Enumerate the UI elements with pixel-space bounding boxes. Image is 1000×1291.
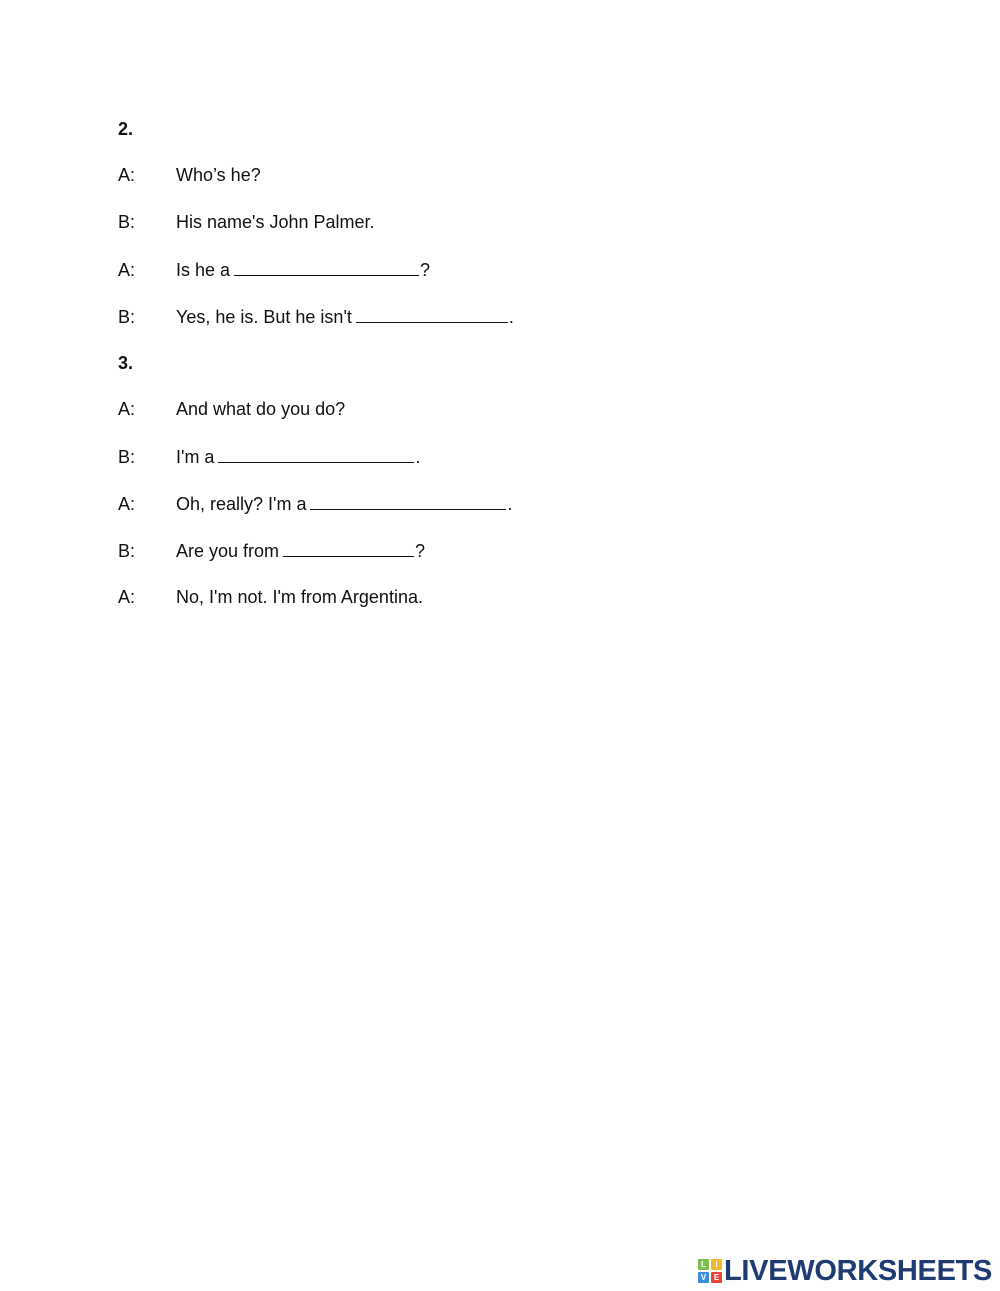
utterance-end: . <box>508 307 514 327</box>
speaker-label: A: <box>118 587 136 607</box>
utterance-text: Is he a <box>176 260 231 280</box>
logo-tile-v: V <box>698 1272 709 1283</box>
dialogue-line <box>118 211 375 233</box>
dialogue-line <box>118 305 514 328</box>
liveworksheets-logo <box>698 1257 992 1285</box>
logo-tile-l: L <box>698 1259 709 1270</box>
speaker-label: B: <box>118 541 136 561</box>
logo-tiles-icon <box>698 1259 722 1283</box>
utterance-end: . <box>507 494 513 514</box>
dialogue-line <box>118 539 425 562</box>
dialogue-line <box>118 164 261 186</box>
answer-blank-occupation[interactable] <box>234 258 419 276</box>
answer-blank-b-occupation[interactable] <box>218 445 414 463</box>
speaker-label: B: <box>118 447 136 467</box>
utterance-end: . <box>415 447 421 467</box>
dialogue-line <box>118 445 420 468</box>
utterance-text: Are you from <box>176 541 280 561</box>
utterance-text: Who’s he? <box>176 165 261 185</box>
speaker-label: A: <box>118 494 136 514</box>
dialogue-line <box>118 398 345 420</box>
speaker-label: A: <box>118 165 136 185</box>
logo-tile-i: I <box>711 1259 722 1270</box>
dialogue-line <box>118 258 430 281</box>
utterance-text: I'm a <box>176 447 215 467</box>
logo-tile-e: E <box>711 1272 722 1283</box>
dialogue-line <box>118 492 513 515</box>
section-number-3: 3. <box>118 353 134 373</box>
utterance-text: No, I'm not. I'm from Argentina. <box>176 587 423 607</box>
utterance-text: Oh, really? I'm a <box>176 494 307 514</box>
utterance-text: Yes, he is. But he isn't <box>176 307 352 327</box>
utterance-text: And what do you do? <box>176 399 346 419</box>
speaker-label: B: <box>118 307 136 327</box>
speaker-label: A: <box>118 260 136 280</box>
utterance-end: ? <box>420 260 431 280</box>
answer-blank-country[interactable] <box>283 539 414 557</box>
answer-blank-isnt[interactable] <box>356 305 508 323</box>
utterance-end: ? <box>415 541 426 561</box>
utterance-text: His name's John Palmer. <box>176 212 375 232</box>
speaker-label: A: <box>118 399 136 419</box>
dialogue-line <box>118 586 423 608</box>
section-number-2: 2. <box>118 119 134 139</box>
logo-wordmark: LIVEWORKSHEETS <box>724 1255 993 1287</box>
speaker-label: B: <box>118 212 136 232</box>
answer-blank-a-occupation[interactable] <box>310 492 506 510</box>
